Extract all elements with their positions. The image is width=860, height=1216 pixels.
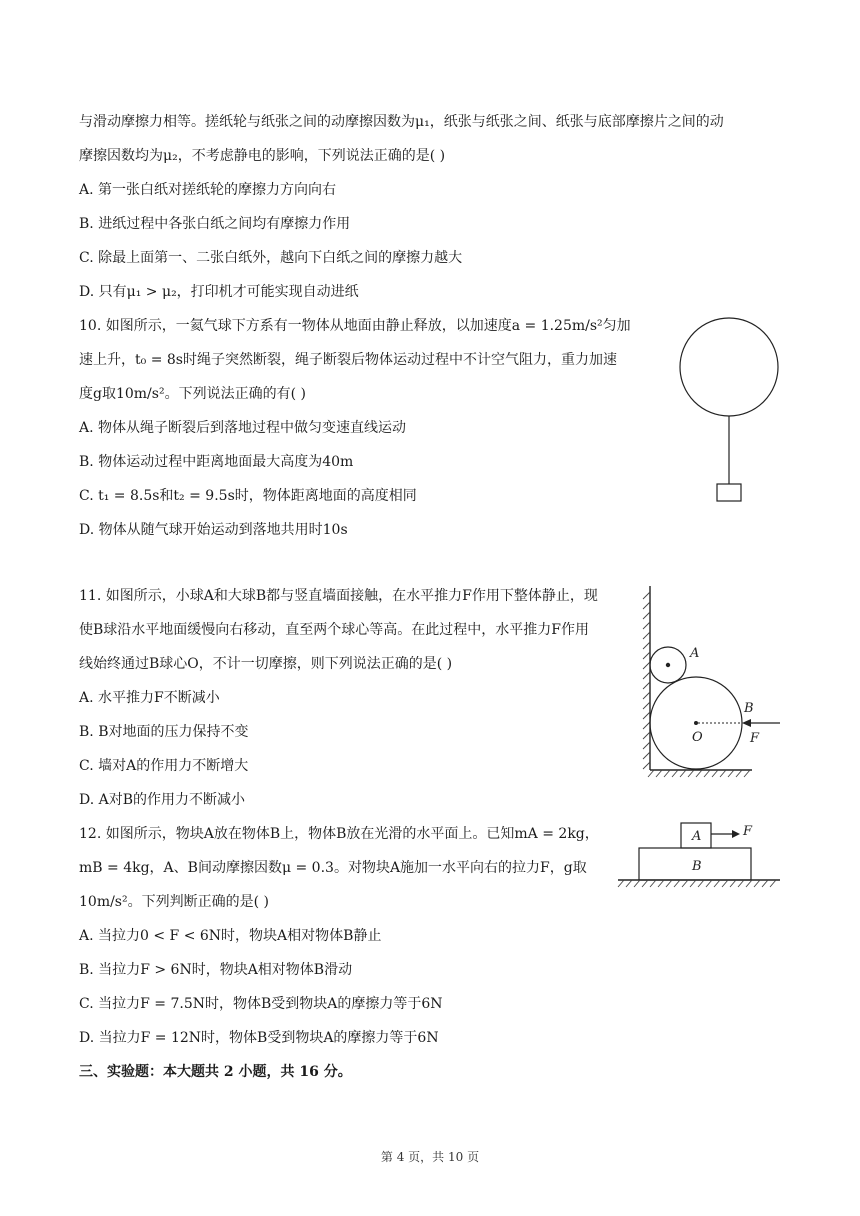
blocks-figure [614,818,786,892]
force-arrow-head [742,719,751,727]
q10-stem-line-1: 10. 如图所示，一氦气球下方系有一物体从地面由静止释放，以加速度a = 1.25m/s²匀加 [79,318,631,334]
q12-option-d: D. 当拉力F = 12N时，物体B受到物块A的摩擦力等于6N [79,1030,439,1046]
q9-stem-line-1: 与滑动摩擦力相等。搓纸轮与纸张之间的动摩擦因数为μ₁，纸张与纸张之间、纸张与底部摩擦片之间的动 [79,114,724,130]
section-heading: 三、实验题：本大题共 2 小题，共 16 分。 [79,1064,352,1080]
q10-option-b: B. 物体运动过程中距离地面最大高度为40m [79,454,354,470]
q11-stem-line-1: 11. 如图所示，小球A和大球B都与竖直墙面接触，在水平推力F作用下整体静止，现 [79,588,598,604]
balloon-figure [675,318,785,508]
q9-option-d: D. 只有μ₁ > μ₂，打印机才可能实现自动进纸 [79,284,359,300]
pull-force-label: F [743,824,753,839]
q11-option-d: D. A对B的作用力不断减小 [79,792,246,808]
pull-arrow-head [732,830,740,838]
q10-stem-line-3: 度g取10m/s²。下列说法正确的有( ) [79,386,306,402]
q11-stem-line-2: 使B球沿水平地面缓慢向右移动，直至两个球心等高。在此过程中，水平推力F作用 [79,622,589,638]
block-a-label: A [692,829,702,844]
q9-stem-line-2: 摩擦因数均为μ₂，不考虑静电的影响，下列说法正确的是( ) [79,148,446,164]
q10-option-a: A. 物体从绳子断裂后到落地过程中做匀变速直线运动 [79,420,407,436]
q11-option-a: A. 水平推力F不断减小 [79,690,220,706]
surface-hatching [618,880,776,887]
label-b: B [744,701,754,716]
q11-stem-line-3: 线始终通过B球心O，不计一切摩擦，则下列说法正确的是( ) [79,656,453,672]
q12-stem-line-3: 10m/s²。下列判断正确的是( ) [79,894,269,910]
q12-option-a: A. 当拉力0 < F < 6N时，物块A相对物体B静止 [79,928,382,944]
balloon-circle [680,318,778,416]
q12-option-b: B. 当拉力F > 6N时，物块A相对物体B滑动 [79,962,353,978]
label-o: O [692,730,703,745]
q11-option-b: B. B对地面的压力保持不变 [79,724,249,740]
q10-stem-line-2: 速上升，t₀ = 8s时绳子突然断裂，绳子断裂后物体运动过程中不计空气阻力，重力加速 [79,352,617,368]
q10-option-d: D. 物体从随气球开始运动到落地共用时10s [79,522,348,538]
q12-stem-line-2: mB = 4kg，A、B间动摩擦因数μ = 0.3。对物块A施加一水平向右的拉力F，g取 [79,860,587,876]
label-f: F [750,731,760,746]
label-a: A [690,646,700,661]
block-b-label: B [692,859,702,874]
wall-hatching [643,592,650,769]
hanging-object-box [717,484,741,501]
q9-option-b: B. 进纸过程中各张白纸之间均有摩擦力作用 [79,216,351,232]
q12-option-c: C. 当拉力F = 7.5N时，物体B受到物块A的摩擦力等于6N [79,996,443,1012]
q12-stem-line-1: 12. 如图所示，物块A放在物体B上，物体B放在光滑的水平面上。已知mA = 2kg， [79,826,599,842]
big-ball-b-center [694,721,698,725]
page-footer: 第 4 页，共 10 页 [380,1150,480,1164]
ground-hatching [648,770,750,777]
q9-option-c: C. 除最上面第一、二张白纸外，越向下白纸之间的摩擦力越大 [79,250,463,266]
small-ball-a-center [666,663,670,667]
q10-option-c: C. t₁ = 8.5s和t₂ = 9.5s时，物体距离地面的高度相同 [79,488,417,504]
q11-option-c: C. 墙对A的作用力不断增大 [79,758,249,774]
q9-option-a: A. 第一张白纸对搓纸轮的摩擦力方向向右 [79,182,337,198]
wall-balls-figure [630,584,790,780]
